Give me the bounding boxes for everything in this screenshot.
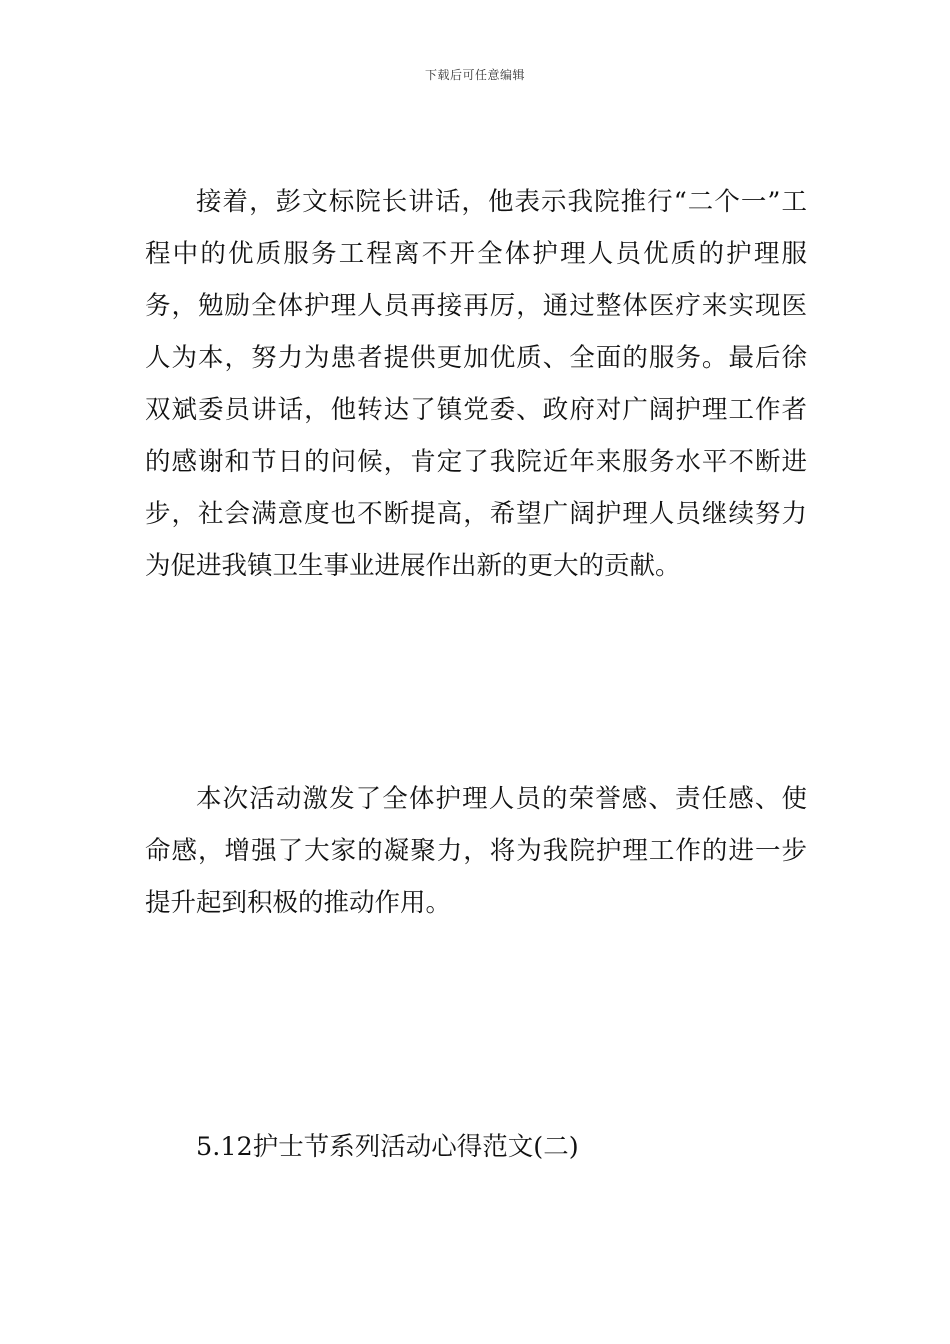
section-title: 5.12护士节系列活动心得范文(二): [196, 1132, 579, 1162]
body-paragraph-2: 本次活动激发了全体护理人员的荣誉感、责任感、使命感，增强了大家的凝聚力，将为我院护理工作的进一步提升起到积极的推动作用。: [145, 784, 807, 918]
body-paragraph-1: 接着，彭文标院长讲话，他表示我院推行“二个一”工程中的优质服务工程离不开全体护理人员优质的护理服务，勉励全体护理人员再接再厉，通过整体医疗来实现医人为本，努力为患者提供更加优质、全面的服务。最后徐双斌委员讲话，他转达了镇党委、政府对广阔护理工作者的感谢和节日的问候，肯定了我院近年来服务水平不断进步，社会满意度也不断提高，希望广阔护理人员继续努力为促进我镇卫生事业进展作出新的更大的贡献。: [145, 187, 807, 581]
page-header: 下载后可任意编辑: [424, 68, 525, 82]
